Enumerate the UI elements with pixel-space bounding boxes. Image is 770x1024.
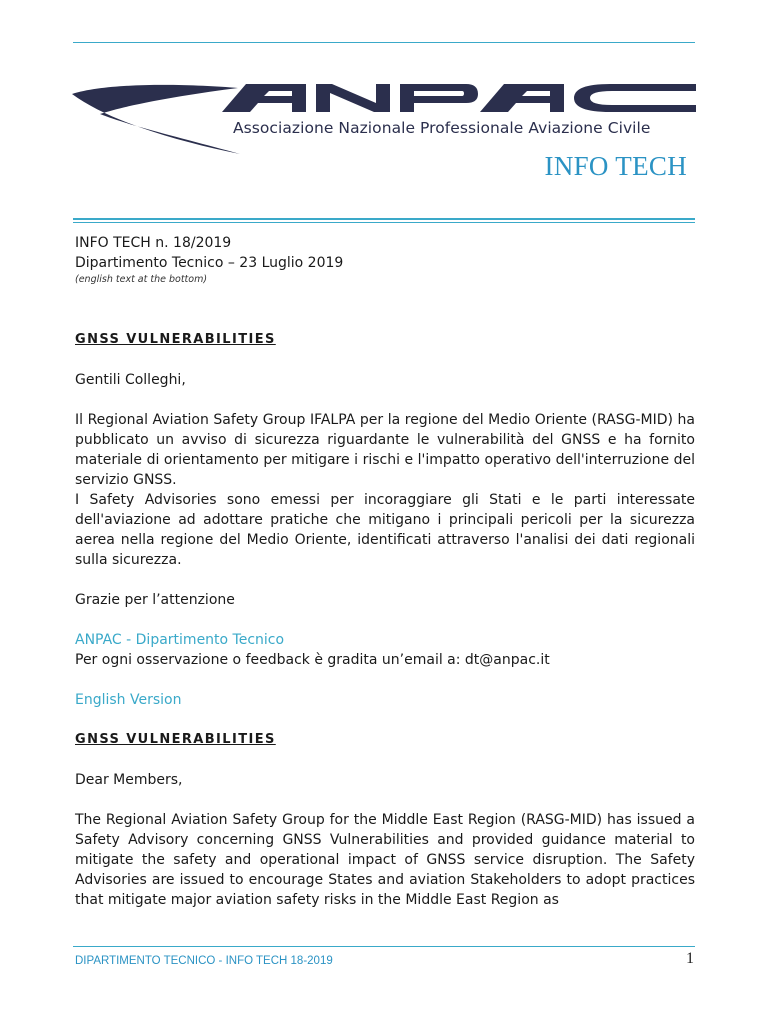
- document-meta: [75, 233, 343, 287]
- logo-subtitle: Associazione Nazionale Professionale Aviazione Civile: [233, 119, 651, 137]
- header-top-rule: [73, 42, 695, 43]
- department-date: Dipartimento Tecnico – 23 Luglio 2019: [75, 255, 344, 271]
- logo-letter-n: [316, 84, 390, 112]
- english-heading: GNSS VULNERABILITIES: [75, 732, 276, 747]
- english-version-label: English Version: [75, 692, 182, 708]
- document-body: [75, 330, 695, 910]
- footer-label: DIPARTIMENTO TECNICO - INFO TECH 18-2019: [75, 955, 333, 967]
- header-rule-thin: [73, 222, 695, 223]
- page-number: 1: [686, 950, 694, 967]
- italian-paragraph-1: Il Regional Aviation Safety Group IFALPA per la regione del Medio Oriente (RASG-MID) ha pubblicato un avviso di sicurezza riguardante le vulnerabilità del GNSS e ha fornito materiale di orientamento per mitigare i rischi e l'impatto operativo dell'interruzione del servizio GNSS.: [75, 412, 695, 488]
- logo-letter-a2: [480, 84, 564, 112]
- italian-thanks: Grazie per l’attenzione: [75, 592, 235, 608]
- document-number: INFO TECH n. 18/2019: [75, 235, 232, 251]
- english-paragraph-1: The Regional Aviation Safety Group for the Middle East Region (RASG-MID) has issued a Safety Advisory concerning GNSS Vulnerabilities and provided guidance material to mitigate the safety and operational impact of GNSS service disruption. The Safety Advisories are issued to encourage States and aviation Stakeholders to adopt practices that mitigate major aviation safety risks in the Middle East Region as: [75, 812, 695, 908]
- feedback-line: Per ogni osservazione o feedback è gradita un’email a: dt@anpac.it: [75, 652, 550, 668]
- anpac-logo: [70, 72, 700, 162]
- signature: ANPAC - Dipartimento Tecnico: [75, 632, 285, 648]
- english-greeting: Dear Members,: [75, 772, 183, 788]
- italian-paragraph-2: I Safety Advisories sono emessi per incoraggiare gli Stati e le parti interessate dell'aviazione ad adottare pratiche che mitigano i principali pericoli per la sicurezza aerea nella regione del Medio Oriente, identificati attraverso l'analisi dei dati regionali sulla sicurezza.: [75, 492, 695, 568]
- italian-heading: GNSS VULNERABILITIES: [75, 332, 276, 347]
- logo-letter-c: [574, 84, 696, 112]
- italian-greeting: Gentili Colleghi,: [75, 372, 186, 388]
- footer-rule: [73, 946, 695, 947]
- header-rule-thick: [73, 218, 695, 220]
- english-note: (english text at the bottom): [75, 274, 208, 285]
- logo-letter-p: [400, 84, 478, 112]
- info-tech-title: INFO TECH: [544, 151, 687, 181]
- logo-swoosh: [72, 85, 240, 154]
